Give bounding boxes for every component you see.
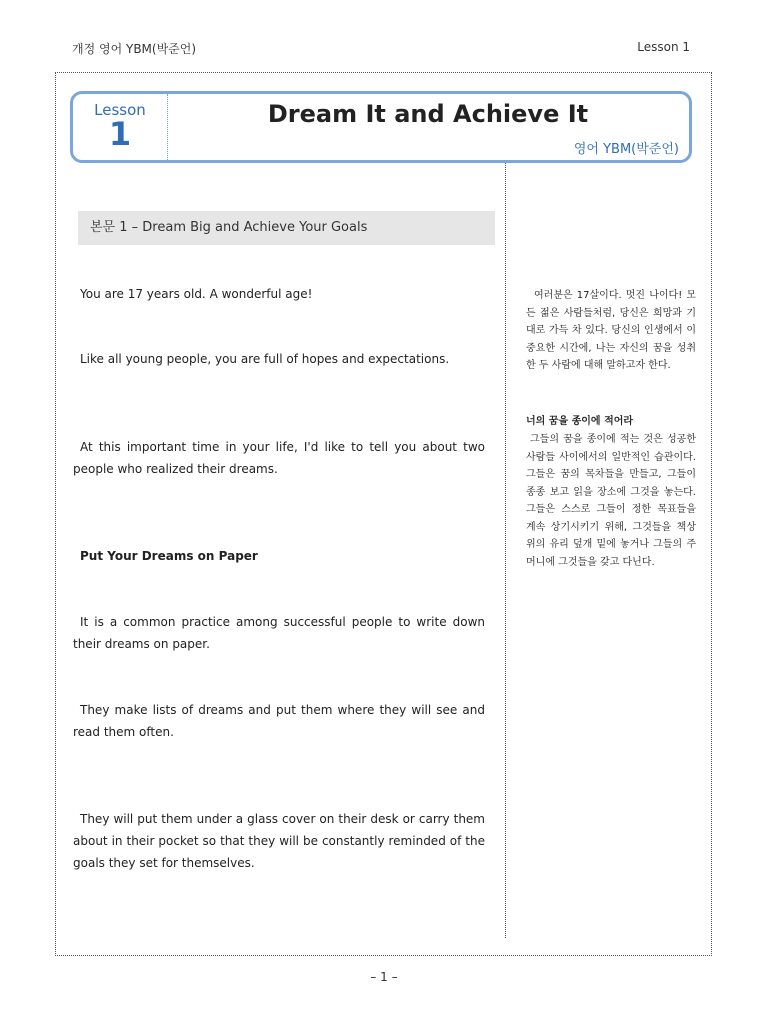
header-lesson: Lesson 1	[637, 40, 690, 54]
page-title: Dream It and Achieve It	[267, 100, 589, 128]
paragraph: They make lists of dreams and put them where they will see and read them often.	[73, 703, 485, 739]
running-header	[72, 40, 690, 57]
lesson-label: Lesson	[94, 101, 146, 119]
paragraph-heading: Put Your Dreams on Paper	[80, 549, 258, 563]
paragraph: They will put them under a glass cover on their desk or carry them about in their pocket so that they will be constantly reminded of the goals they set for themselves.	[73, 812, 485, 870]
paragraph: At this important time in your life, I'd like to tell you about two people who realized their dreams.	[73, 440, 485, 476]
lesson-title-box	[70, 91, 692, 163]
paragraph: It is a common practice among successful people to write down their dreams on paper.	[73, 615, 485, 651]
paragraph: You are 17 years old. A wonderful age!	[80, 287, 313, 301]
translation-intro: 여러분은 17살이다. 멋진 나이다! 모든 젊은 사람들처럼, 당신은 희망과 기대로 가득 차 있다. 당신의 인생에서 이 중요한 시간에, 나는 자신의 꿈을 성취한 두 사람에 대해 말하고자 한다.	[526, 290, 696, 371]
paragraph: Like all young people, you are full of hopes and expectations.	[80, 352, 450, 366]
translation-body: 그들의 꿈을 종이에 적는 것은 성공한 사람들 사이에서의 일반적인 습관이다. 그들은 꿈의 목차들을 만들고, 그들이 종종 보고 읽을 장소에 그것을 놓는다. 그들은 스스로 그들이 정한 목표들을 계속 상기시키기 위해, 그것들을 책상 위의 유리 덮개 밑에 놓거나 그들의 주머니에 그것들을 갖고 다닌다.	[526, 434, 696, 568]
page-frame	[55, 72, 712, 956]
translation-heading: 너의 꿈을 종이에 적어라	[526, 416, 634, 427]
lesson-badge	[73, 94, 168, 160]
page-subtitle: 영어 YBM(박준언)	[573, 142, 679, 157]
section-heading: 본문 1 – Dream Big and Achieve Your Goals	[78, 211, 495, 245]
page-number: – 1 –	[370, 970, 398, 984]
column-divider	[505, 163, 506, 938]
lesson-number: 1	[108, 115, 132, 153]
header-course: 개정 영어 YBM(박준언)	[72, 42, 197, 56]
